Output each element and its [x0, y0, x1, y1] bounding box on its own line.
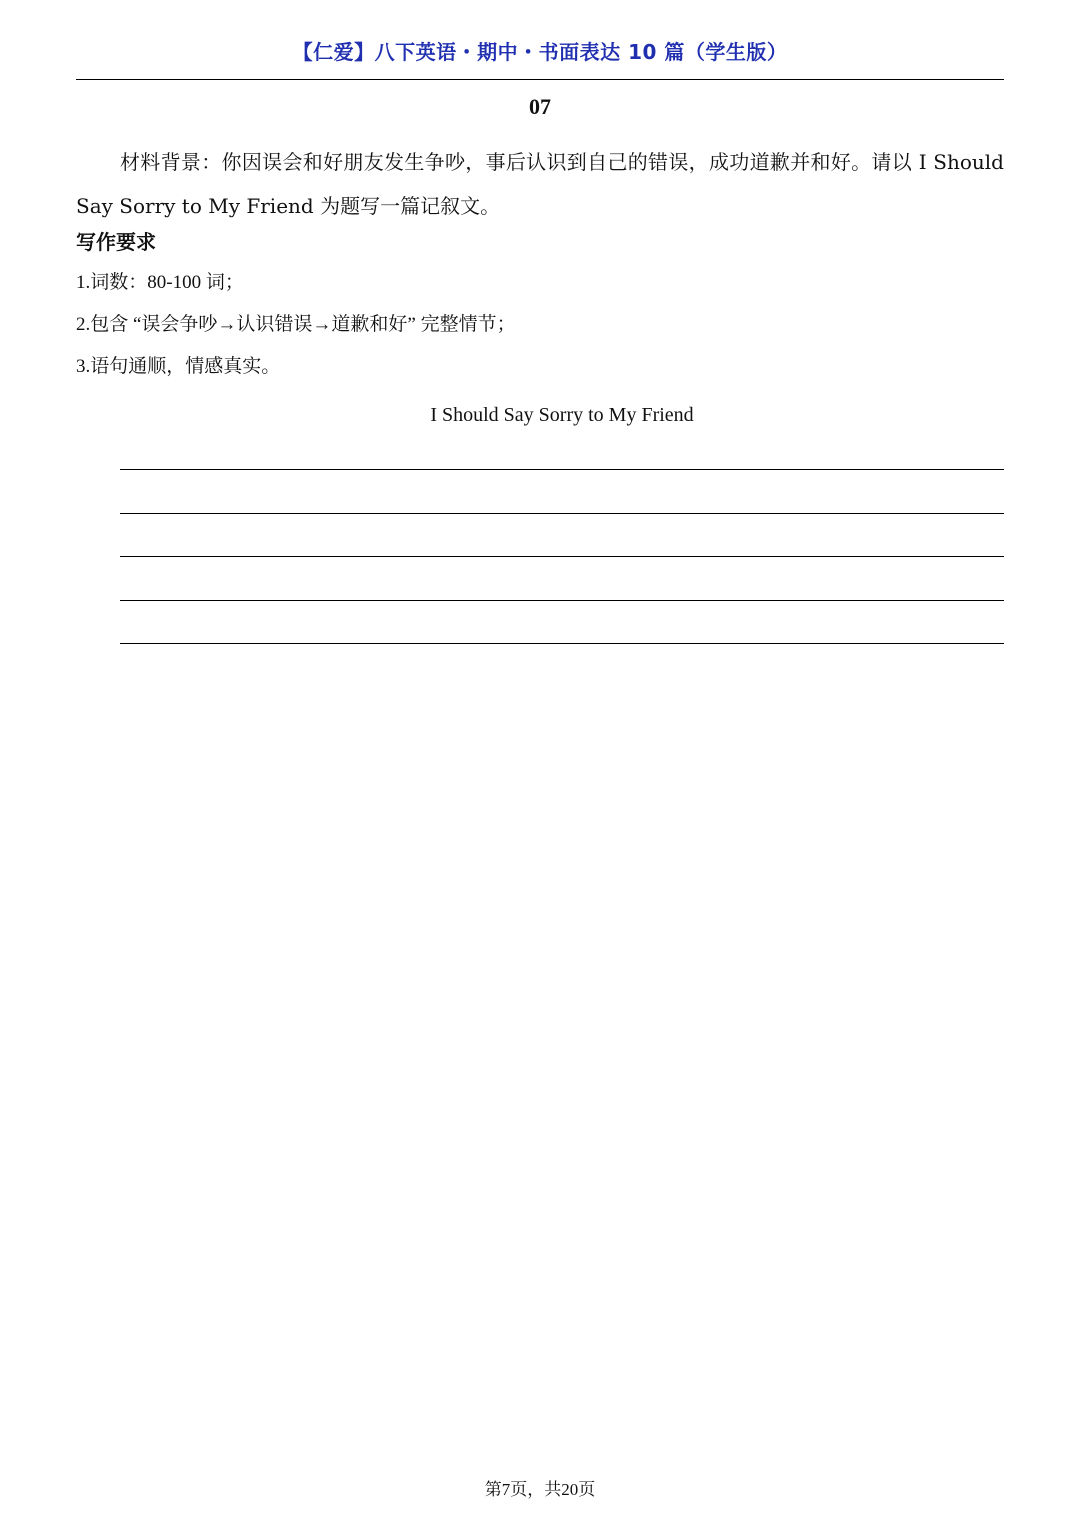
writing-line[interactable]: [120, 556, 1004, 557]
writing-area[interactable]: [120, 469, 1004, 687]
writing-line[interactable]: [120, 643, 1004, 644]
requirement-item: 3.语句通顺，情感真实。: [76, 356, 281, 377]
prompt-text: 材料背景：你因误会和好朋友发生争吵，事后认识到自己的错误，成功道歉并和好。请以 I Should Say Sorry to My Friend 为题写一篇记叙文。: [76, 150, 1004, 218]
section-number: 07: [529, 94, 551, 119]
page-number: 第7页，共20页: [484, 1480, 596, 1499]
writing-line[interactable]: [120, 513, 1004, 514]
header-title: 【仁爱】八下英语・期中・书面表达 10 篇（学生版）: [292, 40, 788, 64]
writing-line[interactable]: [120, 600, 1004, 601]
requirements-heading: 写作要求: [76, 230, 156, 254]
requirement-item: 2.包含 “误会争吵→认识错误→道歉和好” 完整情节；: [76, 314, 516, 335]
essay-title: I Should Say Sorry to My Friend: [430, 404, 694, 426]
requirements-list: [76, 268, 516, 394]
header-divider: [76, 79, 1004, 80]
requirement-item: 1.词数：80-100 词；: [76, 272, 244, 293]
prompt-paragraph: [76, 141, 1004, 229]
writing-line[interactable]: [120, 469, 1004, 470]
